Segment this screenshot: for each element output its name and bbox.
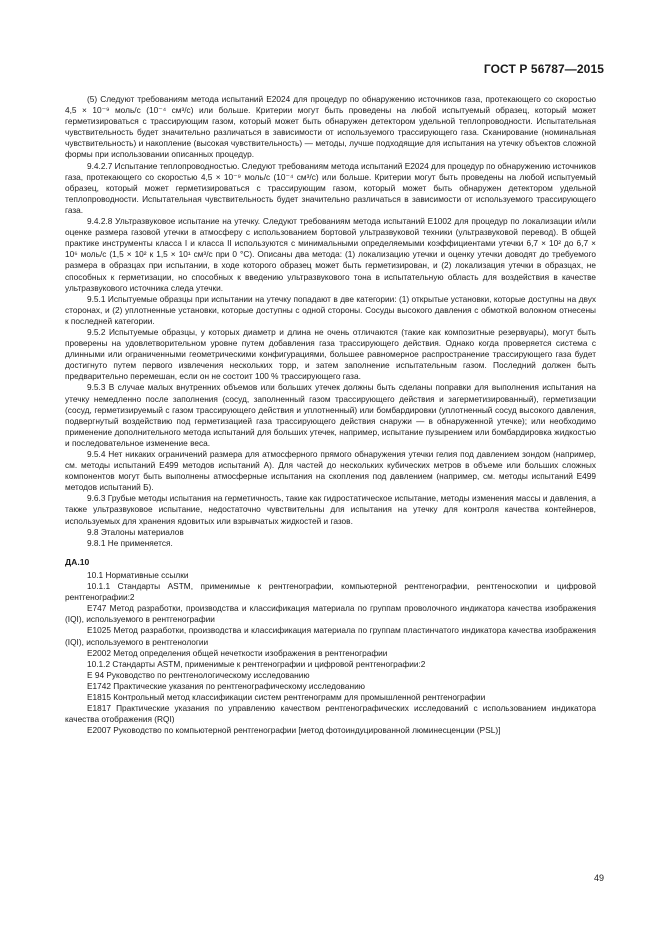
paragraph: 9.8 Эталоны материалов — [87, 526, 184, 537]
section-heading: ДА.10 — [65, 556, 90, 567]
paragraph: 9.5.3 В случае малых внутренних объемов или больших утечек должны быть сделаны поправки для выполнения испытания на утечку немедленно после заполнения (сосуд, заполненный газом трассирующего действия и загерметизированный), герметизации (сосуд, герметизируемый с газом трассирующего действия и уплотненный) или бомбардировки (уплотненный сосуд высокого давления, подвергнутый воздействию под герметизацией газа трассирующего действия снаружи — в обнаруженной утечке); или необходимо применение дополнительного метода испытаний для больших утечек, например, испытание пузырением или бомбардировка жидкостью и последовательное изменение веса. — [65, 382, 596, 448]
paragraph: 9.5.4 Нет никаких ограничений размера для атмосферного прямого обнаружения утечки гелия под давлением зондом (например, см. методы испытаний Е499 методов испытаний А). Для частей до нескольких кубических метров в объеме или больших сложных компонентов могут быть выполнены атмосферные испытания на скопления под давлением (например, см. методы испытаний Е499 методов испытаний Б). — [65, 449, 596, 493]
paragraph: 9.8.1 Не применяется. — [87, 537, 173, 548]
reference-item: Е1742 Практические указания по рентгенографическому исследованию — [87, 680, 365, 691]
reference-item: Е1025 Метод разработки, производства и классификация материала по группам пластинчатого индикатора качества изображения (IQI), используемого в рентгенологии — [65, 625, 596, 647]
reference-item: Е1815 Контрольный метод классификации систем рентгенограмм для промышленной рентгенографии — [87, 691, 486, 702]
reference-item: Е747 Метод разработки, производства и классификация материала по группам проволочного индикатора качества изображения (IQI), используемого в рентгенографии — [65, 603, 596, 625]
reference-item: Е2002 Метод определения общей нечеткости изображения в рентгенографии — [87, 647, 388, 658]
reference-item: Е2007 Руководство по компьютерной рентгенографии [метод фотоиндуцированной люминесценции (PSL)] — [87, 725, 501, 736]
document-code: ГОСТ Р 56787—2015 — [483, 62, 604, 76]
reference-item: Е 94 Руководство по рентгенологическому исследованию — [87, 669, 310, 680]
reference-item: Е1817 Практические указания по управлению качеством рентгенографических исследований с использованием индикатора качества отображения (RQI) — [65, 703, 596, 725]
reference-item: 10.1.1 Стандарты ASTM, применимые к рентгенографии, компьютерной рентгенографии, рентгеноскопии и цифровой рентгенографии:2 — [65, 581, 596, 603]
paragraph: (5) Следуют требованиям метода испытаний Е2024 для процедур по обнаружению источников газа, протекающего со скоростью 4,5 × 10⁻⁹ моль/с (10⁻⁴ см³/с) или больше. Критерии могут быть проведены на любой испытуемый образец, который может герметизироваться с трассирующим газом, который может быть обнаружен детектором удельной теплопроводности. Испытательная чувствительность будет значительно различаться в зависимости от используемого трассирующего газа. Сканирование (номинальная чувствительность) и накопление (высокая чувствительность) — методы, лучше подходящие для испытания на утечку объектов сложной формы при использовании описанных процедур. — [65, 94, 596, 160]
paragraph: 9.4.2.7 Испытание теплопроводностью. Следуют требованиям метода испытаний Е2024 для процедур по обнаружению источников газа, протекающего со скоростью 4,5 × 10⁻⁹ моль/с (10⁻⁴ см³/с) или больше. Критерии могут быть проведены на любой испытуемый образец, который может герметизироваться с трассирующим газом, который может быть обнаружен детектором удельной теплопроводности. Испытательная чувствительность будет значительно различаться в зависимости от используемого трассирующего газа. — [65, 160, 596, 215]
paragraph: 9.4.2.8 Ультразвуковое испытание на утечку. Следуют требованиям метода испытаний Е1002 для процедур по локализации и/или оценке размера газовой утечки в атмосферу с использованием бортовой ультразвуковой техники (ультразвуковой перевод). В общей практике инструменты класса I и класса II используются с минимальными определяемыми коэффициентами утечки 6,7 × 10² до 6,7 × 10⁶ моль/с (1,5 × 10² к 1,5 × 10¹ см³/с при 0 °С). Описаны два метода: (1) локализацию утечки и оценку утечки доводят до требуемого размера в образцах при испытании, в ходе которого образец может быть герметизирован, и (2) локализация утечки в образцах, не способных к герметизации, но способных к введению ультразвукового тона в испытательную область для воздействия в качестве ультразвукового источника следа утечки. — [65, 216, 596, 293]
paragraph: 9.6.3 Грубые методы испытания на герметичность, такие как гидростатическое испытание, методы изменения массы и давления, а также ультразвуковое испытание, недостаточно чувствительны для испытания на утечку для контроля качества контейнеров, используемых для хранения ядовитых или взрывчатых жидкостей и газов. — [65, 493, 596, 526]
page-body — [65, 94, 596, 736]
reference-item: 10.1.2 Стандарты ASTM, применимые к рентгенографии и цифровой рентгенографии:2 — [87, 658, 426, 669]
page-number: 49 — [593, 873, 604, 883]
reference-item: 10.1 Нормативные ссылки — [87, 569, 189, 580]
paragraph: 9.5.2 Испытуемые образцы, у которых диаметр и длина не очень отличаются (такие как композитные резервуары), могут быть проверены на удовлетворительном уровне путем добавления газа трассирующего действия. Однако когда проверяется система с длинными или ограниченными геометрическими конфигурациями, большее равномерное распространение трассирующего газа будет достигнуто путем первого извлечения нескольких торр, и затем заполнение испытательным газом. Последний должен быть предварительно перемешан, если он не состоит 100 % трассирующего газа. — [65, 326, 596, 382]
paragraph: 9.5.1 Испытуемые образцы при испытании на утечку попадают в две категории: (1) открытые установки, которые доступны на двух сторонах, и (2) уплотненные установки, которые доступны с одной стороны. Сосуды высокого давления с обмоткой волокном отнесены к последней категории. — [65, 293, 596, 326]
